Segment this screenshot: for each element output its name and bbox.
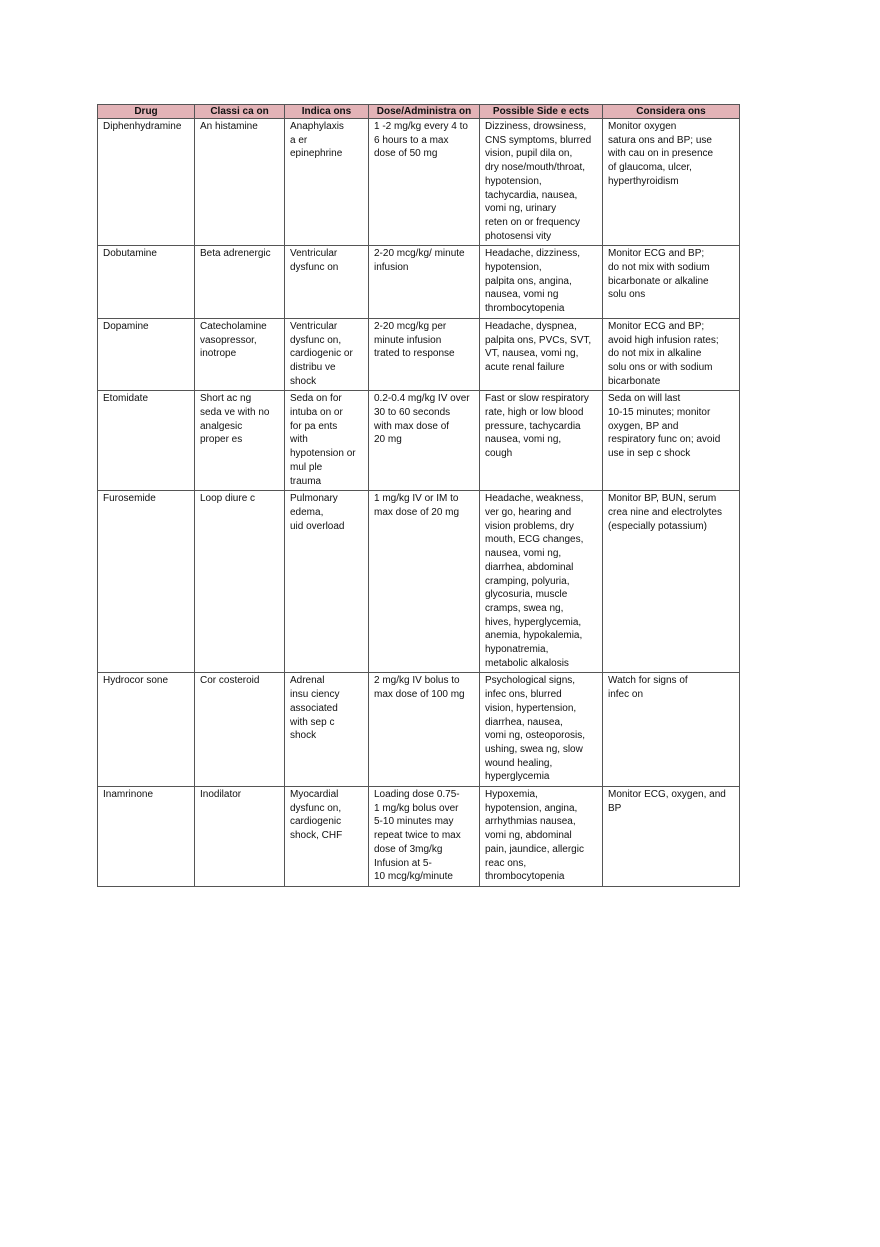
cell-dose: 2 mg/kg IV bolus to max dose of 100 mg — [369, 673, 480, 787]
cell-considerations: Watch for signs of infec on — [603, 673, 740, 787]
cell-dose: 0.2-0.4 mg/kg IV over 30 to 60 seconds with max dose of 20 mg — [369, 391, 480, 491]
cell-considerations: Monitor ECG, oxygen, and BP — [603, 787, 740, 887]
table-row — [98, 318, 740, 391]
table-row — [98, 673, 740, 787]
cell-side-effects: Headache, weakness, ver go, hearing and vision problems, dry mouth, ECG changes, nausea, vomi ng, diarrhea, abdominal cramping, polyuria, glycosuria, muscle cramps, swea ng, hives, hyperglycemia, anemia, hypokalemia, hyponatremia, metabolic alkalosis — [480, 491, 603, 673]
cell-side-effects: Fast or slow respiratory rate, high or low blood pressure, tachycardia nausea, vomi ng, cough — [480, 391, 603, 491]
header-row — [98, 105, 740, 119]
cell-drug: Dopamine — [98, 318, 195, 391]
cell-side-effects: Dizziness, drowsiness, CNS symptoms, blurred vision, pupil dila on, dry nose/mouth/throat, hypotension, tachycardia, nausea, vomi ng, urinary reten on or frequency photosensi vity — [480, 119, 603, 246]
drug-reference-table — [97, 104, 740, 887]
cell-classification: Short ac ng seda ve with no analgesic proper es — [195, 391, 285, 491]
cell-dose: 1 mg/kg IV or IM to max dose of 20 mg — [369, 491, 480, 673]
cell-classification: Loop diure c — [195, 491, 285, 673]
cell-dose: 2-20 mcg/kg/ minute infusion — [369, 246, 480, 319]
header-drug: Drug — [98, 105, 195, 119]
cell-considerations: Seda on will last 10-15 minutes; monitor oxygen, BP and respiratory func on; avoid use in sep c shock — [603, 391, 740, 491]
cell-dose: 1 -2 mg/kg every 4 to 6 hours to a max dose of 50 mg — [369, 119, 480, 246]
cell-side-effects: Hypoxemia, hypotension, angina, arrhythmias nausea, vomi ng, abdominal pain, jaundice, allergic reac ons, thrombocytopenia — [480, 787, 603, 887]
cell-drug: Inamrinone — [98, 787, 195, 887]
header-side-effects: Possible Side e ects — [480, 105, 603, 119]
cell-classification: Cor costeroid — [195, 673, 285, 787]
cell-indications: Adrenal insu ciency associated with sep c shock — [285, 673, 369, 787]
cell-considerations: Monitor ECG and BP; avoid high infusion rates; do not mix in alkaline solu ons or with sodium bicarbonate — [603, 318, 740, 391]
header-dose: Dose/Administra on — [369, 105, 480, 119]
cell-side-effects: Headache, dyspnea, palpita ons, PVCs, SVT, VT, nausea, vomi ng, acute renal failure — [480, 318, 603, 391]
cell-considerations: Monitor BP, BUN, serum crea nine and electrolytes (especially potassium) — [603, 491, 740, 673]
cell-indications: Seda on for intuba on or for pa ents with hypotension or mul ple trauma — [285, 391, 369, 491]
cell-classification: Beta adrenergic — [195, 246, 285, 319]
cell-considerations: Monitor oxygen satura ons and BP; use with cau on in presence of glaucoma, ulcer, hyperthyroidism — [603, 119, 740, 246]
header-indications: Indica ons — [285, 105, 369, 119]
cell-indications: Ventricular dysfunc on — [285, 246, 369, 319]
table-row — [98, 119, 740, 246]
cell-indications: Pulmonary edema, uid overload — [285, 491, 369, 673]
table-row — [98, 246, 740, 319]
cell-indications: Anaphylaxis a er epinephrine — [285, 119, 369, 246]
cell-drug: Hydrocor sone — [98, 673, 195, 787]
cell-dose: 2-20 mcg/kg per minute infusion trated to response — [369, 318, 480, 391]
table-row — [98, 491, 740, 673]
cell-classification: Inodilator — [195, 787, 285, 887]
cell-side-effects: Headache, dizziness, hypotension, palpita ons, angina, nausea, vomi ng thrombocytopenia — [480, 246, 603, 319]
header-classification: Classi ca on — [195, 105, 285, 119]
cell-drug: Etomidate — [98, 391, 195, 491]
cell-considerations: Monitor ECG and BP; do not mix with sodium bicarbonate or alkaline solu ons — [603, 246, 740, 319]
header-considerations: Considera ons — [603, 105, 740, 119]
cell-dose: Loading dose 0.75- 1 mg/kg bolus over 5-10 minutes may repeat twice to max dose of 3mg/kg Infusion at 5- 10 mcg/kg/minute — [369, 787, 480, 887]
cell-indications: Ventricular dysfunc on, cardiogenic or distribu ve shock — [285, 318, 369, 391]
table-row — [98, 787, 740, 887]
cell-indications: Myocardial dysfunc on, cardiogenic shock, CHF — [285, 787, 369, 887]
table-row — [98, 391, 740, 491]
cell-classification: Catecholamine vasopressor, inotrope — [195, 318, 285, 391]
cell-drug: Dobutamine — [98, 246, 195, 319]
cell-side-effects: Psychological signs, infec ons, blurred vision, hypertension, diarrhea, nausea, vomi ng, osteoporosis, ushing, swea ng, slow wound healing, hyperglycemia — [480, 673, 603, 787]
cell-classification: An histamine — [195, 119, 285, 246]
cell-drug: Diphenhydramine — [98, 119, 195, 246]
cell-drug: Furosemide — [98, 491, 195, 673]
